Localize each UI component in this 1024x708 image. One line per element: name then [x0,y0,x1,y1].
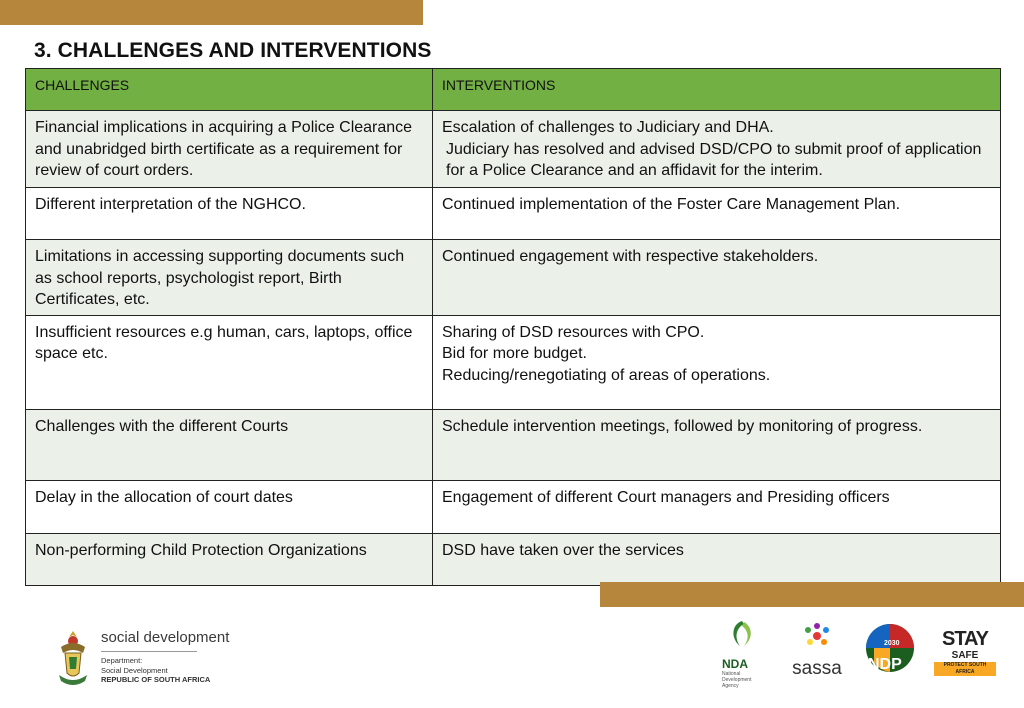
challenge-cell: Different interpretation of the NGHCO. [26,188,433,240]
page-title: 3. CHALLENGES AND INTERVENTIONS [34,39,432,62]
intervention-line: Reducing/renegotiating of areas of operations. [442,366,771,384]
logo-divider [101,651,197,652]
interventions-cell [433,240,1001,316]
interventions-cell [433,533,1001,585]
header-challenges: CHALLENGES [26,69,433,111]
intervention-line: Continued implementation of the Foster Care Management Plan. [442,196,901,213]
challenge-cell: Insufficient resources e.g human, cars, laptops, office space etc. [26,315,433,409]
social-development-logo [55,625,235,695]
table-row [26,111,1001,188]
stay-safe-logo [930,618,1000,690]
ndp-logo [864,618,916,690]
header-interventions: INTERVENTIONS [433,69,1001,111]
table-header-row [26,69,1001,111]
bottom-accent-bar [600,582,1024,607]
protect-band: PROTECT SOUTH AFRICA [934,662,996,676]
challenge-cell: Challenges with the different Courts [26,409,433,480]
nda-abbr: NDA [722,657,748,671]
intervention-line: Engagement of different Court managers and Presiding officers [442,488,890,506]
ndp-abbr: NDP [868,656,902,673]
sassa-name: sassa [792,658,842,679]
dept-line: Social Development [101,665,168,675]
ndp-year: 2030 [884,640,900,647]
intervention-line: Sharing of DSD resources with CPO. [442,323,705,341]
nda-line: Agency [722,683,739,689]
stay-text: STAY [941,628,989,650]
challenge-cell: Limitations in accessing supporting documents such as school reports, psychologist report, Birth Certificates, etc. [26,240,433,316]
nda-swirl-icon [722,618,762,650]
interventions-cell [433,480,1001,533]
interventions-cell [433,111,1001,188]
sassa-figures-icon [786,618,848,654]
dept-line: REPUBLIC OF SOUTH AFRICA [101,675,211,684]
interventions-cell [433,188,1001,240]
table-row [26,533,1001,585]
intervention-line: Bid for more budget. [442,345,587,362]
challenge-cell: Non-performing Child Protection Organizations [26,533,433,585]
table-row [26,188,1001,240]
intervention-line: Schedule intervention meetings, followed by monitoring of progress. [442,417,923,435]
table-row [26,409,1001,480]
safe-text: SAFE [951,650,979,661]
intervention-line: Judiciary has resolved and advised DSD/CPO to submit proof of application for a Police Clearance and an affidavit for the interim. [446,140,982,179]
top-accent-bar [0,0,423,25]
nda-logo [722,618,762,690]
challenge-cell: Delay in the allocation of court dates [26,480,433,533]
table-row [26,480,1001,533]
intervention-line: Continued engagement with respective stakeholders. [442,248,819,265]
table-row [26,240,1001,316]
nda-line: National [722,671,741,677]
challenges-table [25,68,1001,586]
dept-name: social development [101,629,230,646]
dept-line: Department: [101,656,143,665]
nda-line: Development [722,677,752,683]
dept-lines [101,656,210,685]
intervention-line: Escalation of challenges to Judiciary and DHA. [442,119,774,136]
interventions-cell [433,315,1001,409]
intervention-line: DSD have taken over the services [442,541,684,559]
table-row [26,315,1001,409]
coat-of-arms-icon [55,629,91,689]
interventions-cell [433,409,1001,480]
sassa-logo [786,618,848,690]
challenge-cell: Financial implications in acquiring a Police Clearance and unabridged birth certificate as a requirement for review of court orders. [26,111,433,188]
